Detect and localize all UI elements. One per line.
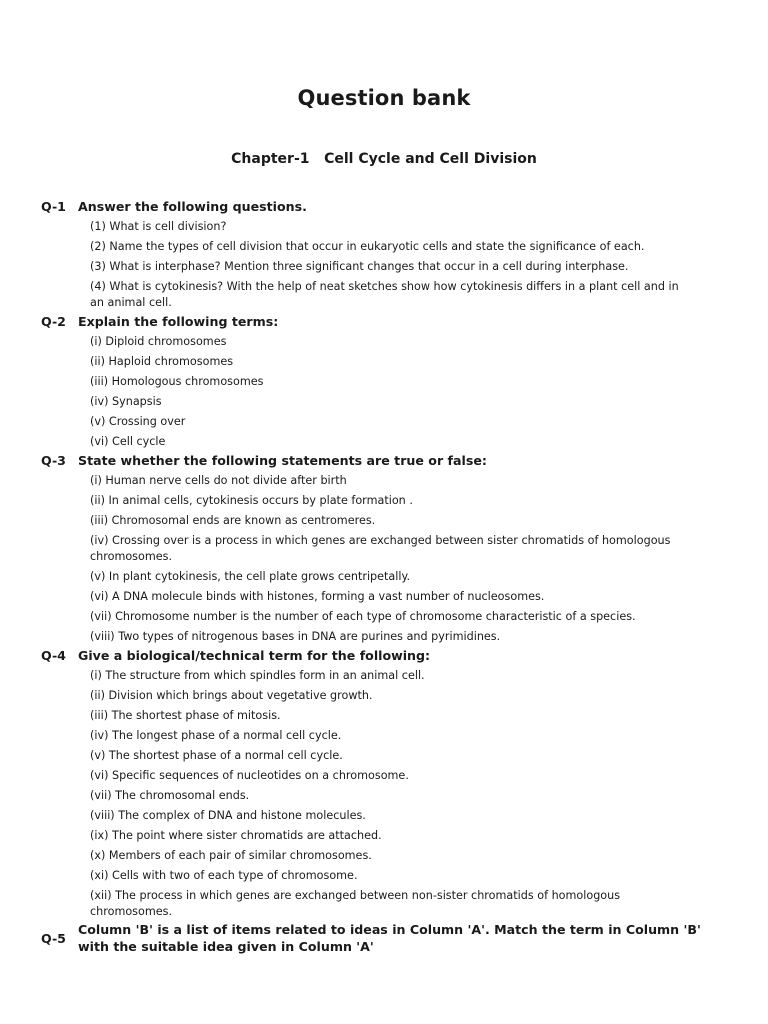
- question-text: Column 'B' is a list of items related to ideas in Column 'A'. Match the term in Column 'B' with the suitable idea given in Column 'A': [78, 922, 701, 954]
- question-text: State whether the following statements are true or false:: [78, 453, 487, 468]
- question-heading: [41, 648, 731, 664]
- sub-question-list: [41, 473, 731, 645]
- sub-question: (vii) Chromosome number is the number of each type of chromosome characteristic of a species.: [90, 610, 636, 623]
- sub-question: (xi) Cells with two of each type of chromosome.: [90, 869, 358, 882]
- question-heading: [41, 314, 731, 330]
- sub-question: (v) In plant cytokinesis, the cell plate grows centripetally.: [90, 570, 411, 583]
- question-text: Explain the following terms:: [78, 314, 279, 329]
- sub-question: (vi) Specific sequences of nucleotides on a chromosome.: [90, 769, 409, 782]
- question-2: [41, 314, 731, 450]
- question-number: Q-4: [41, 648, 66, 663]
- sub-question: (ix) The point where sister chromatids are attached.: [90, 829, 382, 842]
- question-heading: [41, 453, 731, 469]
- sub-question: (2) Name the types of cell division that occur in eukaryotic cells and state the significance of each.: [90, 240, 645, 253]
- chapter-title: Chapter-1 Cell Cycle and Cell Division: [231, 151, 537, 167]
- sub-question: (4) What is cytokinesis? With the help of neat sketches show how cytokinesis differs in a plant cell and in an animal cell.: [90, 280, 679, 309]
- sub-question: (viii) Two types of nitrogenous bases in DNA are purines and pyrimidines.: [90, 630, 501, 643]
- sub-question-list: [41, 219, 731, 311]
- question-3: [41, 453, 731, 645]
- sub-question: (x) Members of each pair of similar chromosomes.: [90, 849, 372, 862]
- sub-question: (iv) Crossing over is a process in which genes are exchanged between sister chromatids of homologous chromosomes.: [90, 534, 671, 563]
- question-text: Answer the following questions.: [78, 199, 307, 214]
- sub-question: (v) Crossing over: [90, 415, 186, 428]
- question-number: Q-5: [41, 930, 66, 946]
- question-5: [41, 921, 731, 955]
- sub-question: (vii) The chromosomal ends.: [90, 789, 250, 802]
- question-number: Q-3: [41, 453, 66, 468]
- sub-question-list: [41, 668, 731, 920]
- sub-question: (viii) The complex of DNA and histone molecules.: [90, 809, 366, 822]
- sub-question: (v) The shortest phase of a normal cell cycle.: [90, 749, 343, 762]
- sub-question: (iii) Homologous chromosomes: [90, 375, 264, 388]
- page-title: Question bank: [297, 86, 471, 110]
- question-text: Give a biological/technical term for the following:: [78, 648, 431, 663]
- sub-question-list: [41, 334, 731, 450]
- sub-question: (iv) Synapsis: [90, 395, 162, 408]
- question-heading: [41, 921, 731, 955]
- sub-question: (i) Diploid chromosomes: [90, 335, 227, 348]
- question-list: [41, 196, 731, 955]
- question-number: Q-1: [41, 199, 66, 214]
- sub-question: (xii) The process in which genes are exchanged between non-sister chromatids of homologous chromosomes.: [90, 889, 621, 918]
- sub-question: (vi) Cell cycle: [90, 435, 166, 448]
- sub-question: (ii) In animal cells, cytokinesis occurs by plate formation .: [90, 494, 413, 507]
- question-number: Q-2: [41, 314, 66, 329]
- sub-question: (iv) The longest phase of a normal cell cycle.: [90, 729, 342, 742]
- sub-question: (1) What is cell division?: [90, 220, 227, 233]
- sub-question: (iii) The shortest phase of mitosis.: [90, 709, 281, 722]
- question-4: [41, 648, 731, 920]
- sub-question: (iii) Chromosomal ends are known as centromeres.: [90, 514, 376, 527]
- sub-question: (ii) Division which brings about vegetative growth.: [90, 689, 373, 702]
- sub-question: (ii) Haploid chromosomes: [90, 355, 234, 368]
- sub-question: (3) What is interphase? Mention three significant changes that occur in a cell during interphase.: [90, 260, 629, 273]
- question-1: [41, 199, 731, 311]
- sub-question: (vi) A DNA molecule binds with histones, forming a vast number of nucleosomes.: [90, 590, 545, 603]
- sub-question: (i) Human nerve cells do not divide after birth: [90, 474, 347, 487]
- sub-question: (i) The structure from which spindles form in an animal cell.: [90, 669, 425, 682]
- question-heading: [41, 199, 731, 215]
